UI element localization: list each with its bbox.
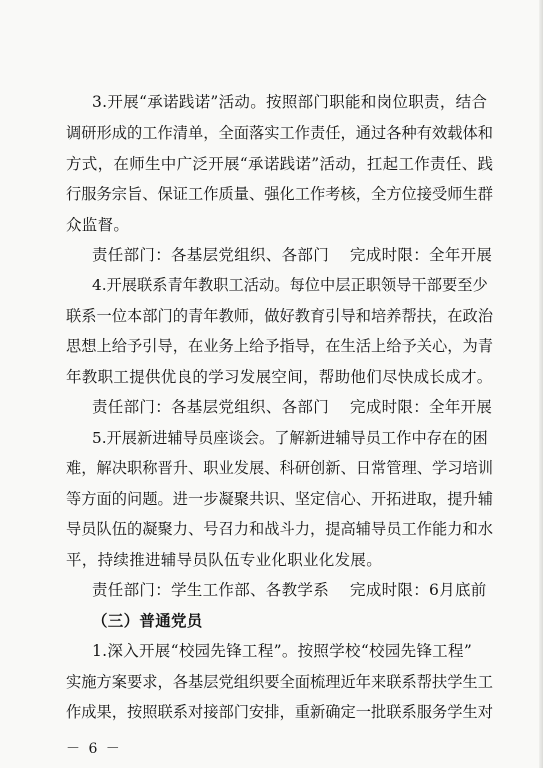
paragraph-line: 实施方案要求，各基层党组织要全面梳理近年来联系帮扶学生工 [66, 673, 493, 691]
paragraph-line: 1.深入开展“校园先锋工程”。按照学校“校园先锋工程” [92, 642, 473, 660]
page-edge-shadow [539, 0, 543, 768]
paragraph-line: 方式，在师生中广泛开展“承诺践诺”活动，扛起工作责任、践 [66, 155, 494, 173]
responsibility-line: 责任部门：学生工作部、各教学系 完成时限：6月底前 [92, 581, 487, 599]
paragraph-line: 行服务宗旨、保证工作质量、强化工作考核，全方位接受师生群 [66, 185, 493, 203]
responsibility-line: 责任部门：各基层党组织、各部门 完成时限：全年开展 [92, 398, 493, 416]
paragraph-line: 作成果，按照联系对接部门安排，重新确定一批联系服务学生对 [66, 703, 493, 721]
paragraph-line: 平，持续推进辅导员队伍专业化职业化发展。 [66, 551, 383, 569]
paragraph-line: 4.开展联系青年教职工活动。每位中层正职领导干部要至少 [92, 276, 488, 294]
paragraph-line: 调研形成的工作清单，全面落实工作责任，通过各种有效载体和 [66, 124, 493, 142]
paragraph-line: 难，解决职称晋升、职业发展、科研创新、日常管理、学习培训 [66, 459, 493, 477]
responsibility-line: 责任部门：各基层党组织、各部门 完成时限：全年开展 [92, 246, 493, 264]
paragraph-line: 导员队伍的凝聚力、号召力和战斗力，提高辅导员工作能力和水 [66, 520, 493, 538]
page-number: － 6 － [66, 741, 122, 757]
paragraph-line: 思想上给予引导，在业务上给予指导，在生活上给予关心，为青 [66, 337, 493, 355]
section-heading: （三）普通党员 [92, 611, 203, 630]
paragraph-line: 联系一位本部门的青年教师，做好教育引导和培养帮扶，在政治 [66, 307, 493, 325]
paragraph-line: 5.开展新进辅导员座谈会。了解新进辅导员工作中存在的困 [92, 429, 488, 447]
paragraph-line: 等方面的问题。进一步凝聚共识、坚定信心、开拓进取，提升辅 [66, 490, 493, 508]
paragraph-line: 3.开展“承诺践诺”活动。按照部门职能和岗位职责，结合 [92, 93, 488, 111]
paragraph-line: 年教职工提供优良的学习发展空间，帮助他们尽快成长成才。 [66, 368, 493, 386]
paragraph-line: 众监督。 [66, 216, 130, 234]
